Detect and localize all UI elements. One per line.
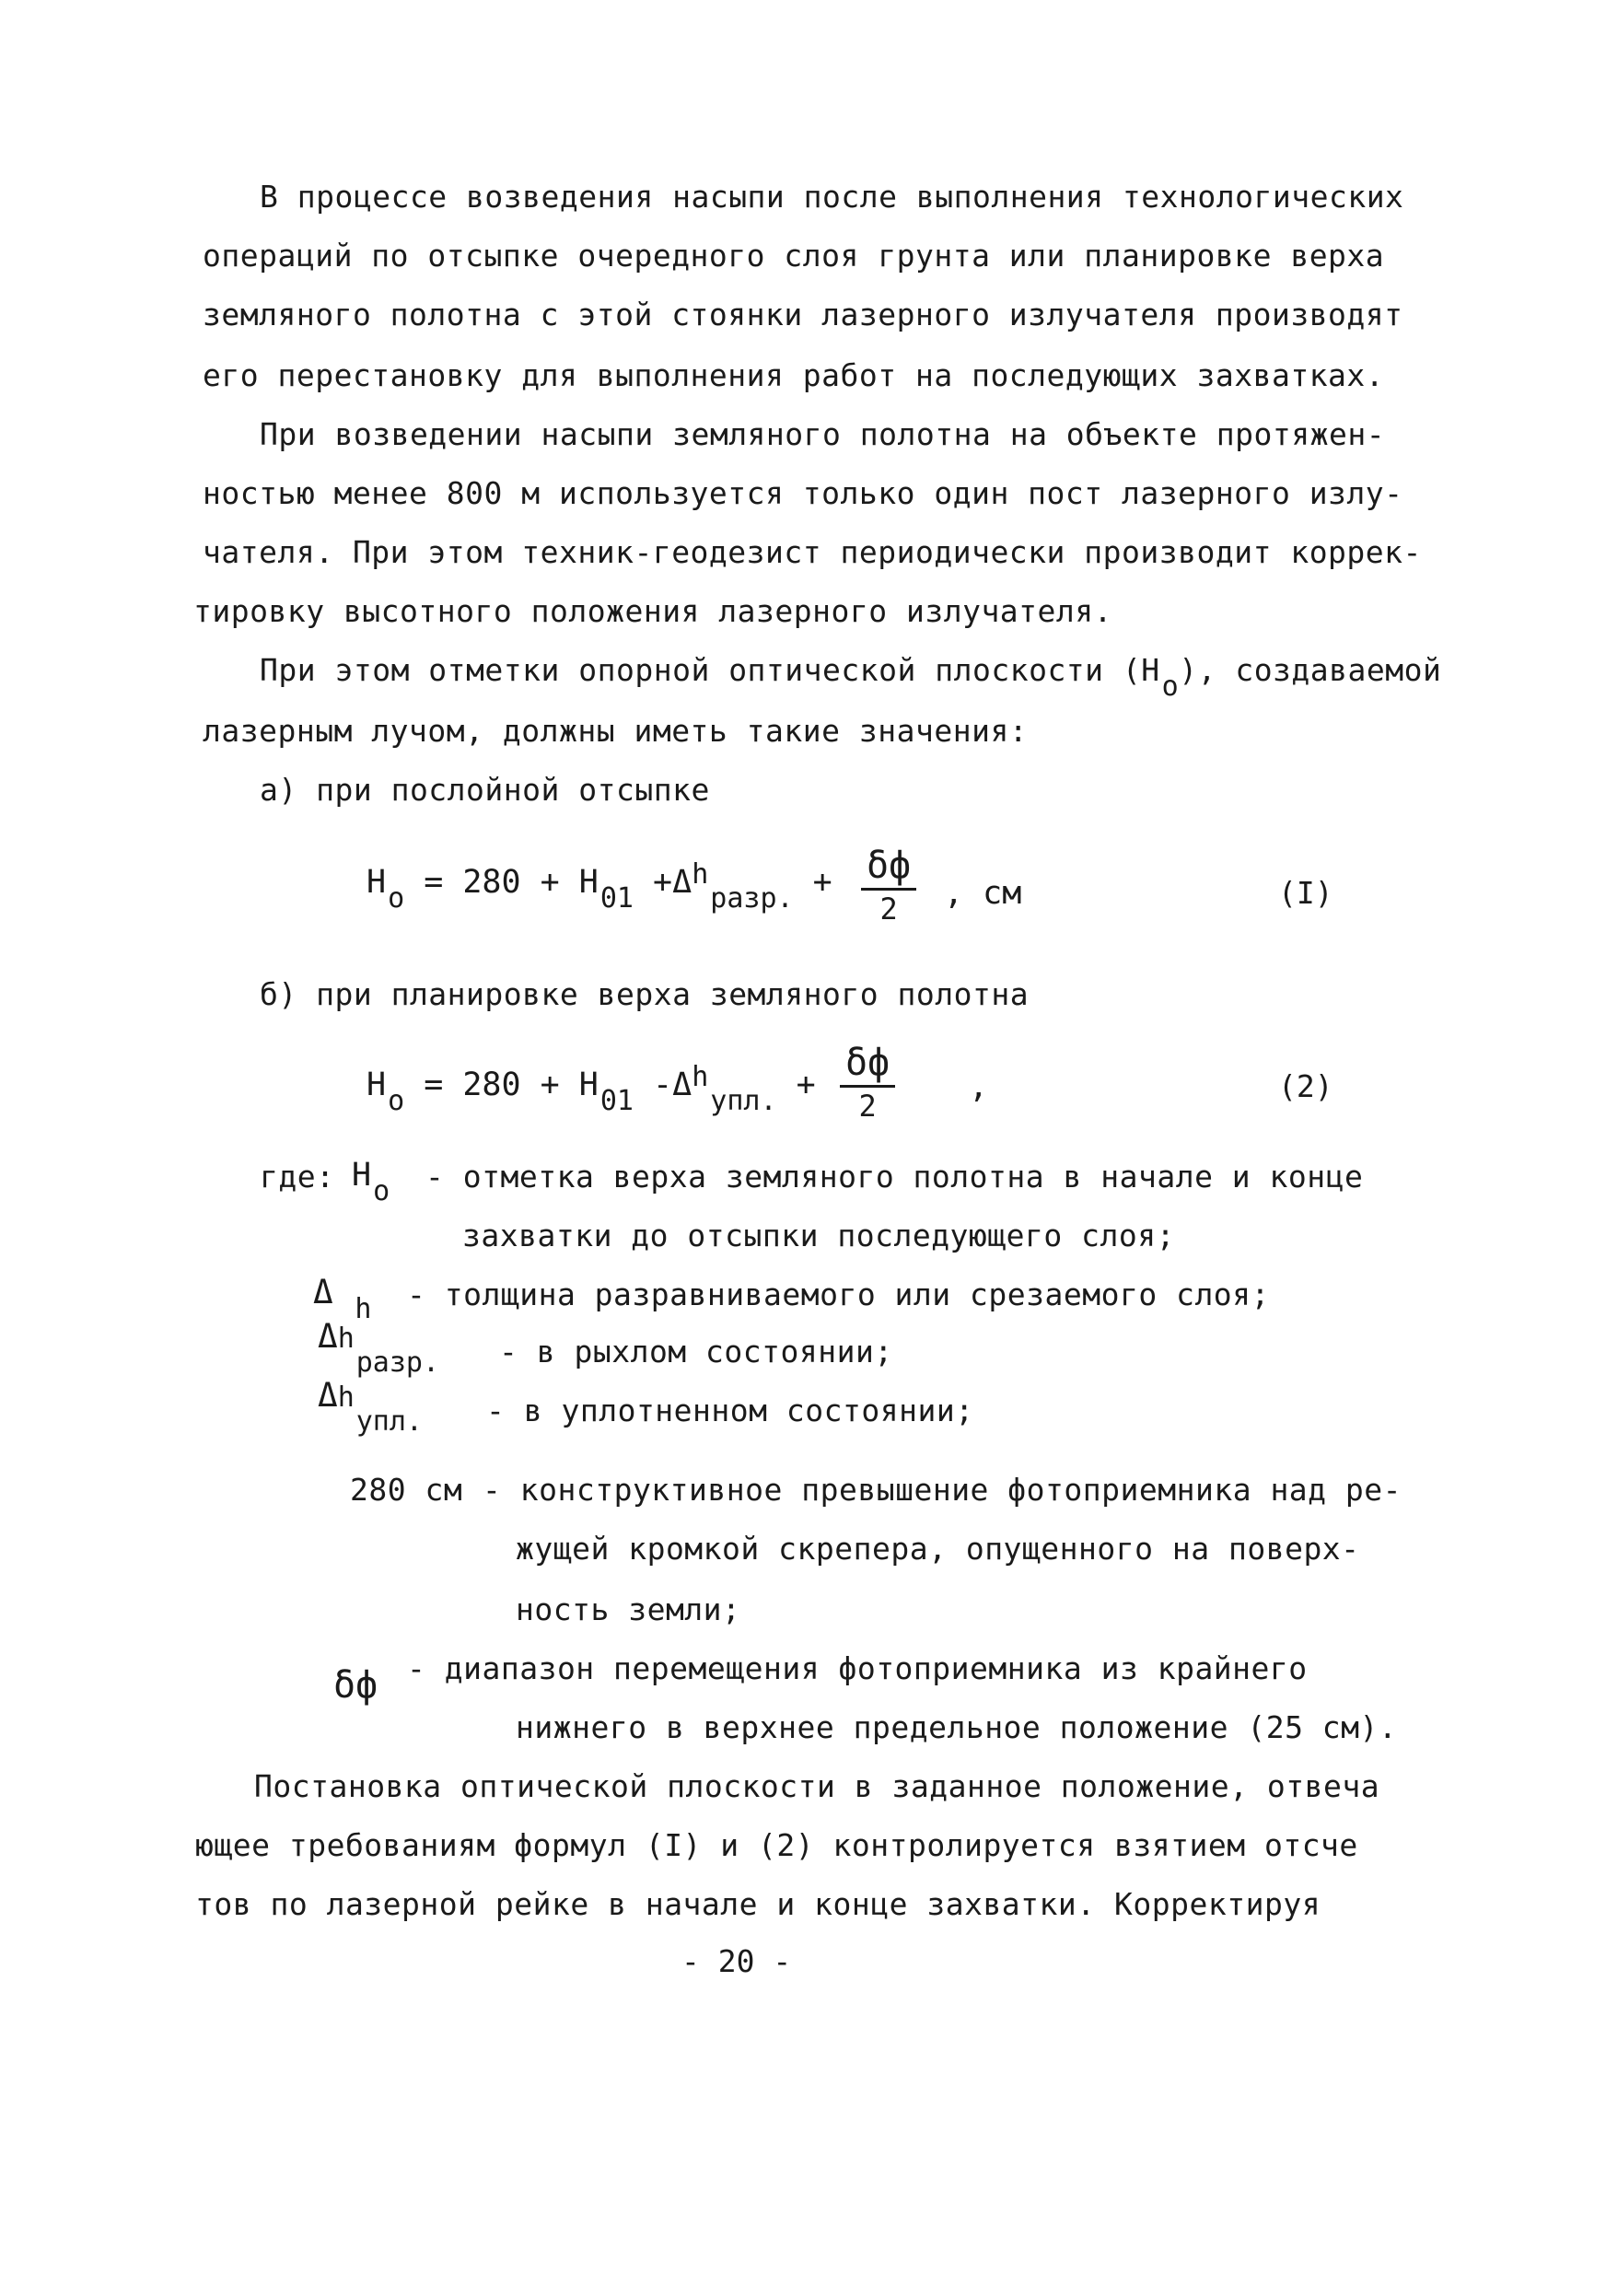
legend-dh-symbol xyxy=(313,1274,372,1325)
legend-dh-desc: - толщина разравниваемого или срезаемого слоя; xyxy=(407,1276,1270,1312)
legend-dh-h: h xyxy=(355,1293,372,1325)
legend-dh-razr-h: h xyxy=(337,1323,355,1355)
paragraph3-line2: лазерным лучом, должны иметь такие значения: xyxy=(203,713,1029,749)
legend-dh-razr-symbol xyxy=(318,1318,440,1379)
delta-icon: Δ xyxy=(318,1318,338,1356)
paragraph4-line1: Постановка оптической плоскости в заданное положение, отвеча xyxy=(254,1768,1380,1804)
case-b-label: б) при планировке верха земляного полотна xyxy=(260,976,1030,1012)
formula1-eq: = 280 + Н xyxy=(404,864,599,901)
formula2-h: h xyxy=(692,1061,709,1093)
legend-dh-upl-sub: упл. xyxy=(355,1405,423,1438)
legend-dh-upl-symbol xyxy=(318,1377,423,1438)
legend-dh-upl-desc: - в уплотненном состоянии; xyxy=(486,1393,974,1428)
paragraph1-line2: операций по отсыпке очередного слоя грунта или планировке верха xyxy=(203,238,1385,274)
formula1-number: (I) xyxy=(1278,875,1333,911)
formula2-fraction xyxy=(840,1043,895,1125)
legend-h0-symbol xyxy=(352,1157,390,1207)
legend-h0-sub: о xyxy=(373,1175,390,1207)
formula2-frac-den: 2 xyxy=(858,1089,877,1124)
formula1-plus-delta: +Δ xyxy=(633,864,692,901)
formula1-h-sub: разр. xyxy=(710,882,794,915)
paragraph3-line1 xyxy=(260,652,1442,703)
formula2-plus: + xyxy=(776,1066,816,1103)
formula2-eq: = 280 + Н xyxy=(404,1066,599,1103)
formula1-frac-den: 2 xyxy=(879,892,898,927)
legend-280-desc1: - конструктивное превышение фотоприемника над ре- xyxy=(483,1472,1402,1508)
formula2-h01-sub: 01 xyxy=(599,1085,634,1117)
paragraph1-line1: В процессе возведения насыпи после выполнения технологических xyxy=(260,179,1404,215)
page-number: - 20 - xyxy=(681,1943,792,1979)
formula1-lhs-sub: о xyxy=(388,882,405,915)
formula1-plus: + xyxy=(793,864,832,901)
formula1-h01-sub: 01 xyxy=(599,882,634,915)
formula1-lhs: Н xyxy=(367,864,387,901)
delta-icon: Δ xyxy=(318,1377,338,1415)
paragraph4-line3: тов по лазерной рейке в начале и конце захватки. Корректируя xyxy=(195,1886,1321,1922)
legend-h0-desc1: - отметка верха земляного полотна в начале и конце xyxy=(425,1159,1364,1195)
formula2-tail: , xyxy=(969,1068,989,1105)
delta-icon: Δ xyxy=(313,1274,333,1311)
formula-2 xyxy=(367,1061,816,1117)
formula2-number: (2) xyxy=(1278,1068,1333,1104)
legend-df-desc2: нижнего в верхнее предельное положение (25 см). xyxy=(516,1709,1398,1745)
formula2-minus-delta: -Δ xyxy=(633,1066,692,1103)
paragraph2-line2: ностью менее 800 м используется только один пост лазерного излу- xyxy=(203,475,1403,511)
formula2-frac-num: δф xyxy=(840,1043,895,1088)
formula1-frac-num: δф xyxy=(861,845,916,891)
legend-h0-letter: Н xyxy=(352,1157,372,1194)
legend-h0-desc2: захватки до отсыпки последующего слоя; xyxy=(462,1218,1175,1253)
paragraph2-line4: тировку высотного положения лазерного излучателя. xyxy=(193,593,1113,629)
legend-df-symbol: δф xyxy=(333,1664,378,1707)
formula2-lhs: Н xyxy=(367,1066,387,1103)
formula-1 xyxy=(367,858,832,915)
paragraph4-line2: ющее требованиям формул (I) и (2) контролируется взятием отсче xyxy=(195,1827,1358,1863)
paragraph1-line4: его перестановку для выполнения работ на последующих захватках. xyxy=(203,357,1385,393)
legend-dh-razr-sub: разр. xyxy=(355,1346,440,1379)
paragraph3-text-after: ), создаваемой xyxy=(1179,652,1442,688)
formula1-tail: , см xyxy=(944,875,1022,912)
legend-dh-razr-desc: - в рыхлом состоянии; xyxy=(499,1334,893,1369)
paragraph3-sub: о xyxy=(1161,670,1180,703)
legend-280-symbol: 280 см xyxy=(350,1472,463,1508)
paragraph2-line3: чателя. При этом техник-геодезист периодически производит коррек- xyxy=(203,534,1422,570)
legend-280-desc3: ность земли; xyxy=(516,1591,741,1627)
paragraph2-line1: При возведении насыпи земляного полотна на объекте протяжен- xyxy=(260,416,1386,452)
formula1-fraction xyxy=(861,845,916,927)
paragraph1-line3: земляного полотна с этой стоянки лазерного излучателя производят xyxy=(203,297,1403,332)
legend-280-desc2: жущей кромкой скрепера, опущенного на поверх- xyxy=(516,1531,1360,1567)
formula2-h-sub: упл. xyxy=(710,1085,777,1117)
paragraph3-text-before: При этом отметки опорной оптической плоскости (Н xyxy=(260,652,1160,688)
formula2-lhs-sub: о xyxy=(388,1085,405,1117)
formula1-h: h xyxy=(692,858,709,891)
case-a-label: а) при послойной отсыпке xyxy=(260,772,710,808)
legend-where: где: xyxy=(260,1159,335,1195)
legend-df-desc1: - диапазон перемещения фотоприемника из крайнего xyxy=(407,1650,1308,1686)
legend-dh-upl-h: h xyxy=(337,1381,355,1414)
